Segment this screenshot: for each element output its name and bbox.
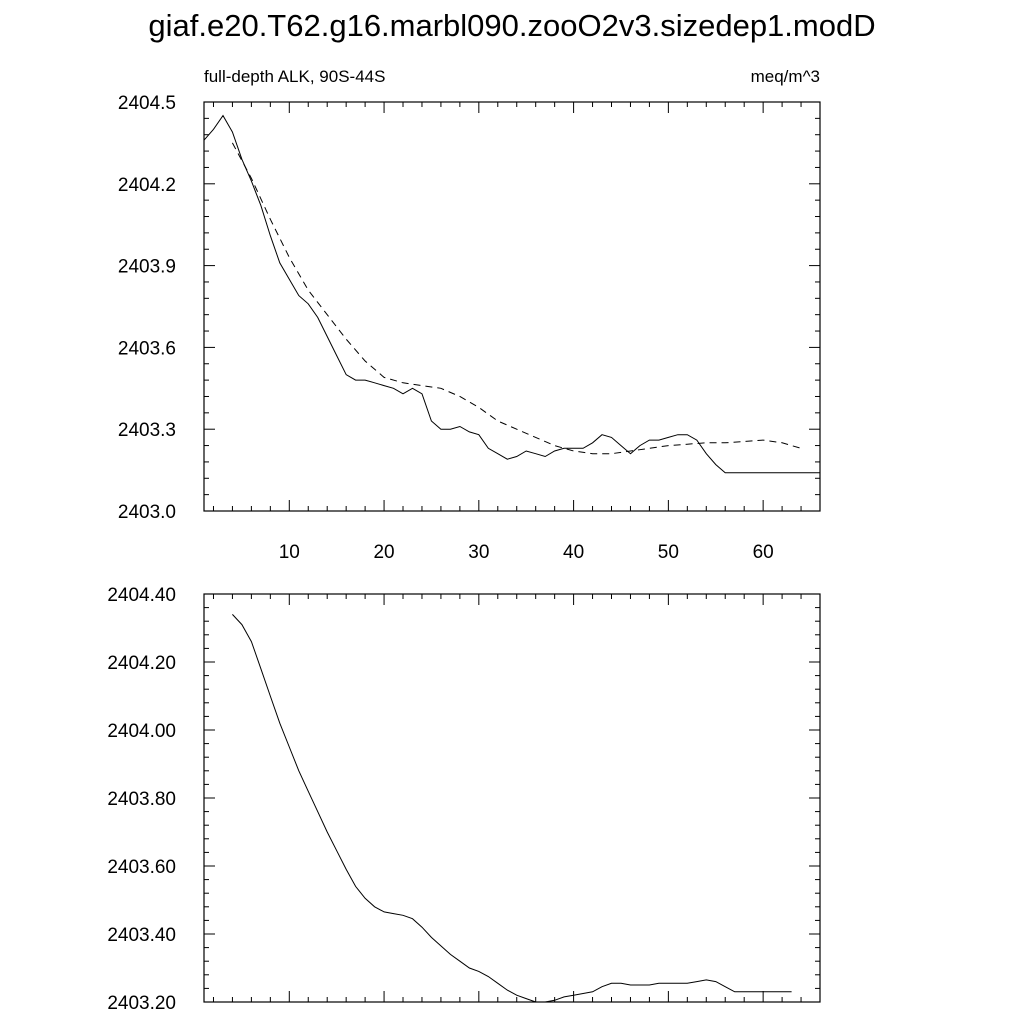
y-tick-label: 2404.5 — [117, 93, 176, 114]
plot-subtitle-left: full-depth ALK, 90S-44S — [204, 67, 386, 86]
y-tick-label: 2404.00 — [107, 721, 176, 742]
y-tick-label: 2404.2 — [117, 174, 176, 196]
page-title: giaf.e20.T62.g16.marbl090.zooO2v3.sizedep1.modD — [148, 8, 876, 43]
x-tick-label: 10 — [278, 542, 300, 563]
plot-frame-2 — [204, 594, 820, 1002]
y-tick-label: 2403.60 — [107, 857, 176, 878]
series-line-1-2 — [232, 143, 801, 454]
x-tick-label: 60 — [752, 542, 774, 563]
y-tick-label: 2403.6 — [117, 338, 176, 360]
y-tick-label: 2404.40 — [107, 585, 176, 606]
plot-frame-1 — [204, 102, 820, 511]
y-tick-label: 2403.20 — [107, 993, 176, 1014]
series-line-1-1 — [204, 116, 820, 473]
y-tick-label: 2403.0 — [117, 502, 176, 523]
y-tick-label: 2403.40 — [107, 925, 176, 946]
y-tick-label: 2403.9 — [117, 256, 176, 278]
x-tick-label: 20 — [373, 542, 395, 563]
plot-units-label: meq/m^3 — [750, 67, 820, 86]
series-line-2-1 — [232, 614, 791, 1002]
x-tick-label: 30 — [468, 542, 490, 563]
x-tick-label: 40 — [563, 542, 585, 563]
y-tick-label: 2404.20 — [107, 653, 176, 674]
y-tick-label: 2403.80 — [107, 789, 176, 810]
y-tick-label: 2403.3 — [117, 420, 176, 442]
x-tick-label: 50 — [657, 542, 679, 563]
